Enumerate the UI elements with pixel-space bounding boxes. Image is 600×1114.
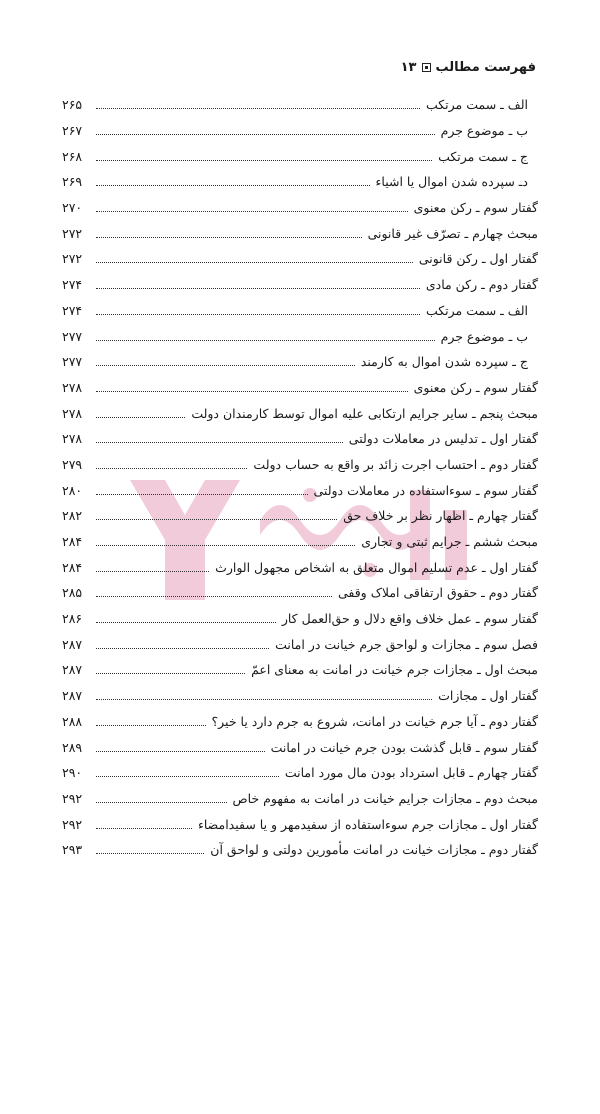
toc-entry-page: ۲۹۲ xyxy=(62,816,83,832)
toc-entry xyxy=(62,349,538,375)
table-of-contents xyxy=(62,92,538,863)
toc-entry-page: ۲۷۸ xyxy=(62,431,83,447)
dot-leader xyxy=(96,853,204,854)
toc-entry-title: گفتار اول ـ مجازات جرم سوءاستفاده از سفیدمهر و یا سفیدامضاء xyxy=(197,816,538,832)
running-header xyxy=(401,60,536,75)
toc-entry-title: گفتار اول ـ عدم تسلیم اموال متعلق به اشخاص مجهول الوارث xyxy=(215,559,538,575)
toc-entry xyxy=(62,477,538,503)
dot-leader xyxy=(96,673,245,674)
toc-entry xyxy=(62,426,538,452)
dot-leader xyxy=(96,365,355,366)
toc-entry-title: گفتار اول ـ تدلیس در معاملات دولتی xyxy=(348,431,538,447)
toc-entry xyxy=(62,375,538,401)
toc-entry-title: مبحث چهارم ـ تصرّف غیر قانونی xyxy=(367,225,538,241)
toc-entry xyxy=(62,529,538,555)
dot-leader xyxy=(96,340,435,341)
dot-leader xyxy=(96,828,192,829)
dot-leader xyxy=(96,545,355,546)
toc-entry-page: ۲۷۷ xyxy=(62,328,83,344)
toc-entry xyxy=(62,298,538,324)
toc-entry xyxy=(62,220,538,246)
toc-entry xyxy=(62,503,538,529)
toc-entry xyxy=(62,118,538,144)
dot-leader xyxy=(96,751,265,752)
toc-entry-page: ۲۷۷ xyxy=(62,354,83,370)
toc-entry-title: ج ـ سمت مرتکب xyxy=(438,148,528,164)
toc-entry-page: ۲۸۴ xyxy=(62,559,83,575)
toc-entry-page: ۲۶۸ xyxy=(62,148,83,164)
dot-leader xyxy=(96,391,408,392)
toc-entry-title: ب ـ موضوع جرم xyxy=(440,328,528,344)
toc-entry-page: ۲۷۲ xyxy=(62,225,83,241)
toc-entry-page: ۲۷۸ xyxy=(62,379,83,395)
dot-leader xyxy=(96,725,206,726)
toc-entry xyxy=(62,786,538,812)
toc-entry xyxy=(62,606,538,632)
toc-entry xyxy=(62,683,538,709)
toc-entry-page: ۲۷۸ xyxy=(62,405,83,421)
toc-entry-page: ۲۸۰ xyxy=(62,482,83,498)
dot-leader xyxy=(96,571,209,572)
toc-entry-title: گفتار سوم ـ سوءاستفاده در معاملات دولتی xyxy=(313,482,538,498)
toc-entry xyxy=(62,837,538,863)
dot-leader xyxy=(96,596,332,597)
toc-entry-page: ۲۷۹ xyxy=(62,456,83,472)
dot-leader xyxy=(96,622,276,623)
header-page-number: ۱۳ xyxy=(400,60,417,75)
toc-entry-page: ۲۸۲ xyxy=(62,508,83,524)
toc-entry-page: ۲۸۸ xyxy=(62,713,83,729)
toc-entry-title: گفتار سوم ـ قابل گذشت بودن جرم خیانت در امانت xyxy=(270,739,538,755)
toc-entry-title: گفتار اول ـ مجازات xyxy=(438,688,538,704)
toc-entry-title: ج ـ سپرده شدن اموال به کارمند xyxy=(360,354,528,370)
toc-entry xyxy=(62,657,538,683)
toc-entry xyxy=(62,811,538,837)
toc-entry xyxy=(62,92,538,118)
dot-leader xyxy=(96,160,432,161)
toc-entry-page: ۲۸۷ xyxy=(62,688,83,704)
toc-entry xyxy=(62,760,538,786)
toc-entry-title: گفتار دوم ـ احتساب اجرت زائد بر واقع به حساب دولت xyxy=(253,456,538,472)
dot-leader xyxy=(96,776,279,777)
dot-leader xyxy=(96,802,227,803)
toc-entry xyxy=(62,734,538,760)
toc-entry-page: ۲۹۳ xyxy=(62,842,83,858)
toc-entry-title: گفتار دوم ـ رکن مادی xyxy=(425,277,538,293)
toc-entry xyxy=(62,272,538,298)
toc-entry-title: ب ـ موضوع جرم xyxy=(440,123,528,139)
dot-leader xyxy=(96,237,362,238)
toc-entry xyxy=(62,195,538,221)
toc-entry-page: ۲۸۶ xyxy=(62,611,83,627)
toc-entry-title: فصل سوم ـ مجازات و لواحق جرم خیانت در امانت xyxy=(275,636,538,652)
toc-entry-title: مبحث پنجم ـ سایر جرایم ارتکابی علیه اموال توسط کارمندان دولت xyxy=(191,405,538,421)
toc-entry-title: الف ـ سمت مرتکب xyxy=(425,302,528,318)
dot-leader xyxy=(96,108,420,109)
dot-leader xyxy=(96,262,413,263)
toc-entry xyxy=(62,452,538,478)
toc-entry-title: گفتار دوم ـ حقوق ارتفاقی املاک وقفی xyxy=(337,585,538,601)
toc-entry-page: ۲۸۷ xyxy=(62,662,83,678)
toc-entry-title: گفتار چهارم ـ قابل استرداد بودن مال مورد امانت xyxy=(284,765,538,781)
toc-entry-page: ۲۸۹ xyxy=(62,739,83,755)
dot-leader xyxy=(96,314,420,315)
toc-entry-page: ۲۷۰ xyxy=(62,200,83,216)
toc-entry-page: ۲۷۲ xyxy=(62,251,83,267)
toc-entry xyxy=(62,323,538,349)
toc-entry-title: گفتار دوم ـ مجازات خیانت در امانت مأمورین دولتی و لواحق آن xyxy=(210,842,538,858)
dot-leader xyxy=(96,417,185,418)
toc-entry xyxy=(62,580,538,606)
dot-leader xyxy=(96,468,247,469)
toc-entry-title: مبحث ششم ـ جرایم ثبتی و تجاری xyxy=(361,534,538,550)
toc-entry-page: ۲۹۲ xyxy=(62,790,83,806)
toc-entry-title: گفتار سوم ـ عمل خلاف واقع دلال و حق‌العمل کار xyxy=(281,611,538,627)
toc-entry-title: گفتار دوم ـ آیا جرم خیانت در امانت، شروع به جرم دارد یا خیر؟ xyxy=(211,713,538,729)
dot-leader xyxy=(96,648,269,649)
toc-entry xyxy=(62,246,538,272)
toc-entry-page: ۲۶۹ xyxy=(62,174,83,190)
toc-entry-title: مبحث دوم ـ مجازات جرایم خیانت در امانت به مفهوم خاص xyxy=(232,790,538,806)
toc-entry-page: ۲۷۴ xyxy=(62,302,83,318)
dot-leader xyxy=(96,211,408,212)
toc-entry xyxy=(62,169,538,195)
toc-entry-page: ۲۶۵ xyxy=(62,97,83,113)
toc-entry xyxy=(62,400,538,426)
toc-entry-page: ۲۸۷ xyxy=(62,636,83,652)
square-bullet-icon xyxy=(422,63,431,72)
dot-leader xyxy=(96,288,420,289)
toc-entry-page: ۲۸۴ xyxy=(62,534,83,550)
dot-leader xyxy=(96,494,308,495)
toc-entry xyxy=(62,631,538,657)
toc-entry-page: ۲۹۰ xyxy=(62,765,83,781)
toc-entry xyxy=(62,554,538,580)
dot-leader xyxy=(96,442,343,443)
dot-leader xyxy=(96,185,370,186)
toc-entry xyxy=(62,709,538,735)
toc-entry-page: ۲۶۷ xyxy=(62,123,83,139)
header-title: فهرست مطالب xyxy=(435,60,536,75)
toc-entry-title: گفتار سوم ـ رکن معنوی xyxy=(413,200,538,216)
toc-entry-title: گفتار سوم ـ رکن معنوی xyxy=(413,379,538,395)
toc-entry-title: مبحث اول ـ مجازات جرم خیانت در امانت به معنای اعمّ xyxy=(251,662,538,678)
toc-entry-title: گفتار اول ـ رکن قانونی xyxy=(418,251,538,267)
dot-leader xyxy=(96,699,432,700)
dot-leader xyxy=(96,519,337,520)
toc-entry-title: گفتار چهارم ـ اظهار نظر بر خلاف حق xyxy=(343,508,538,524)
dot-leader xyxy=(96,134,435,135)
toc-entry-page: ۲۸۵ xyxy=(62,585,83,601)
toc-entry-title: الف ـ سمت مرتکب xyxy=(425,97,528,113)
toc-entry-page: ۲۷۴ xyxy=(62,277,83,293)
toc-entry-title: دـ سپرده شدن اموال یا اشیاء xyxy=(375,174,528,190)
toc-entry xyxy=(62,143,538,169)
